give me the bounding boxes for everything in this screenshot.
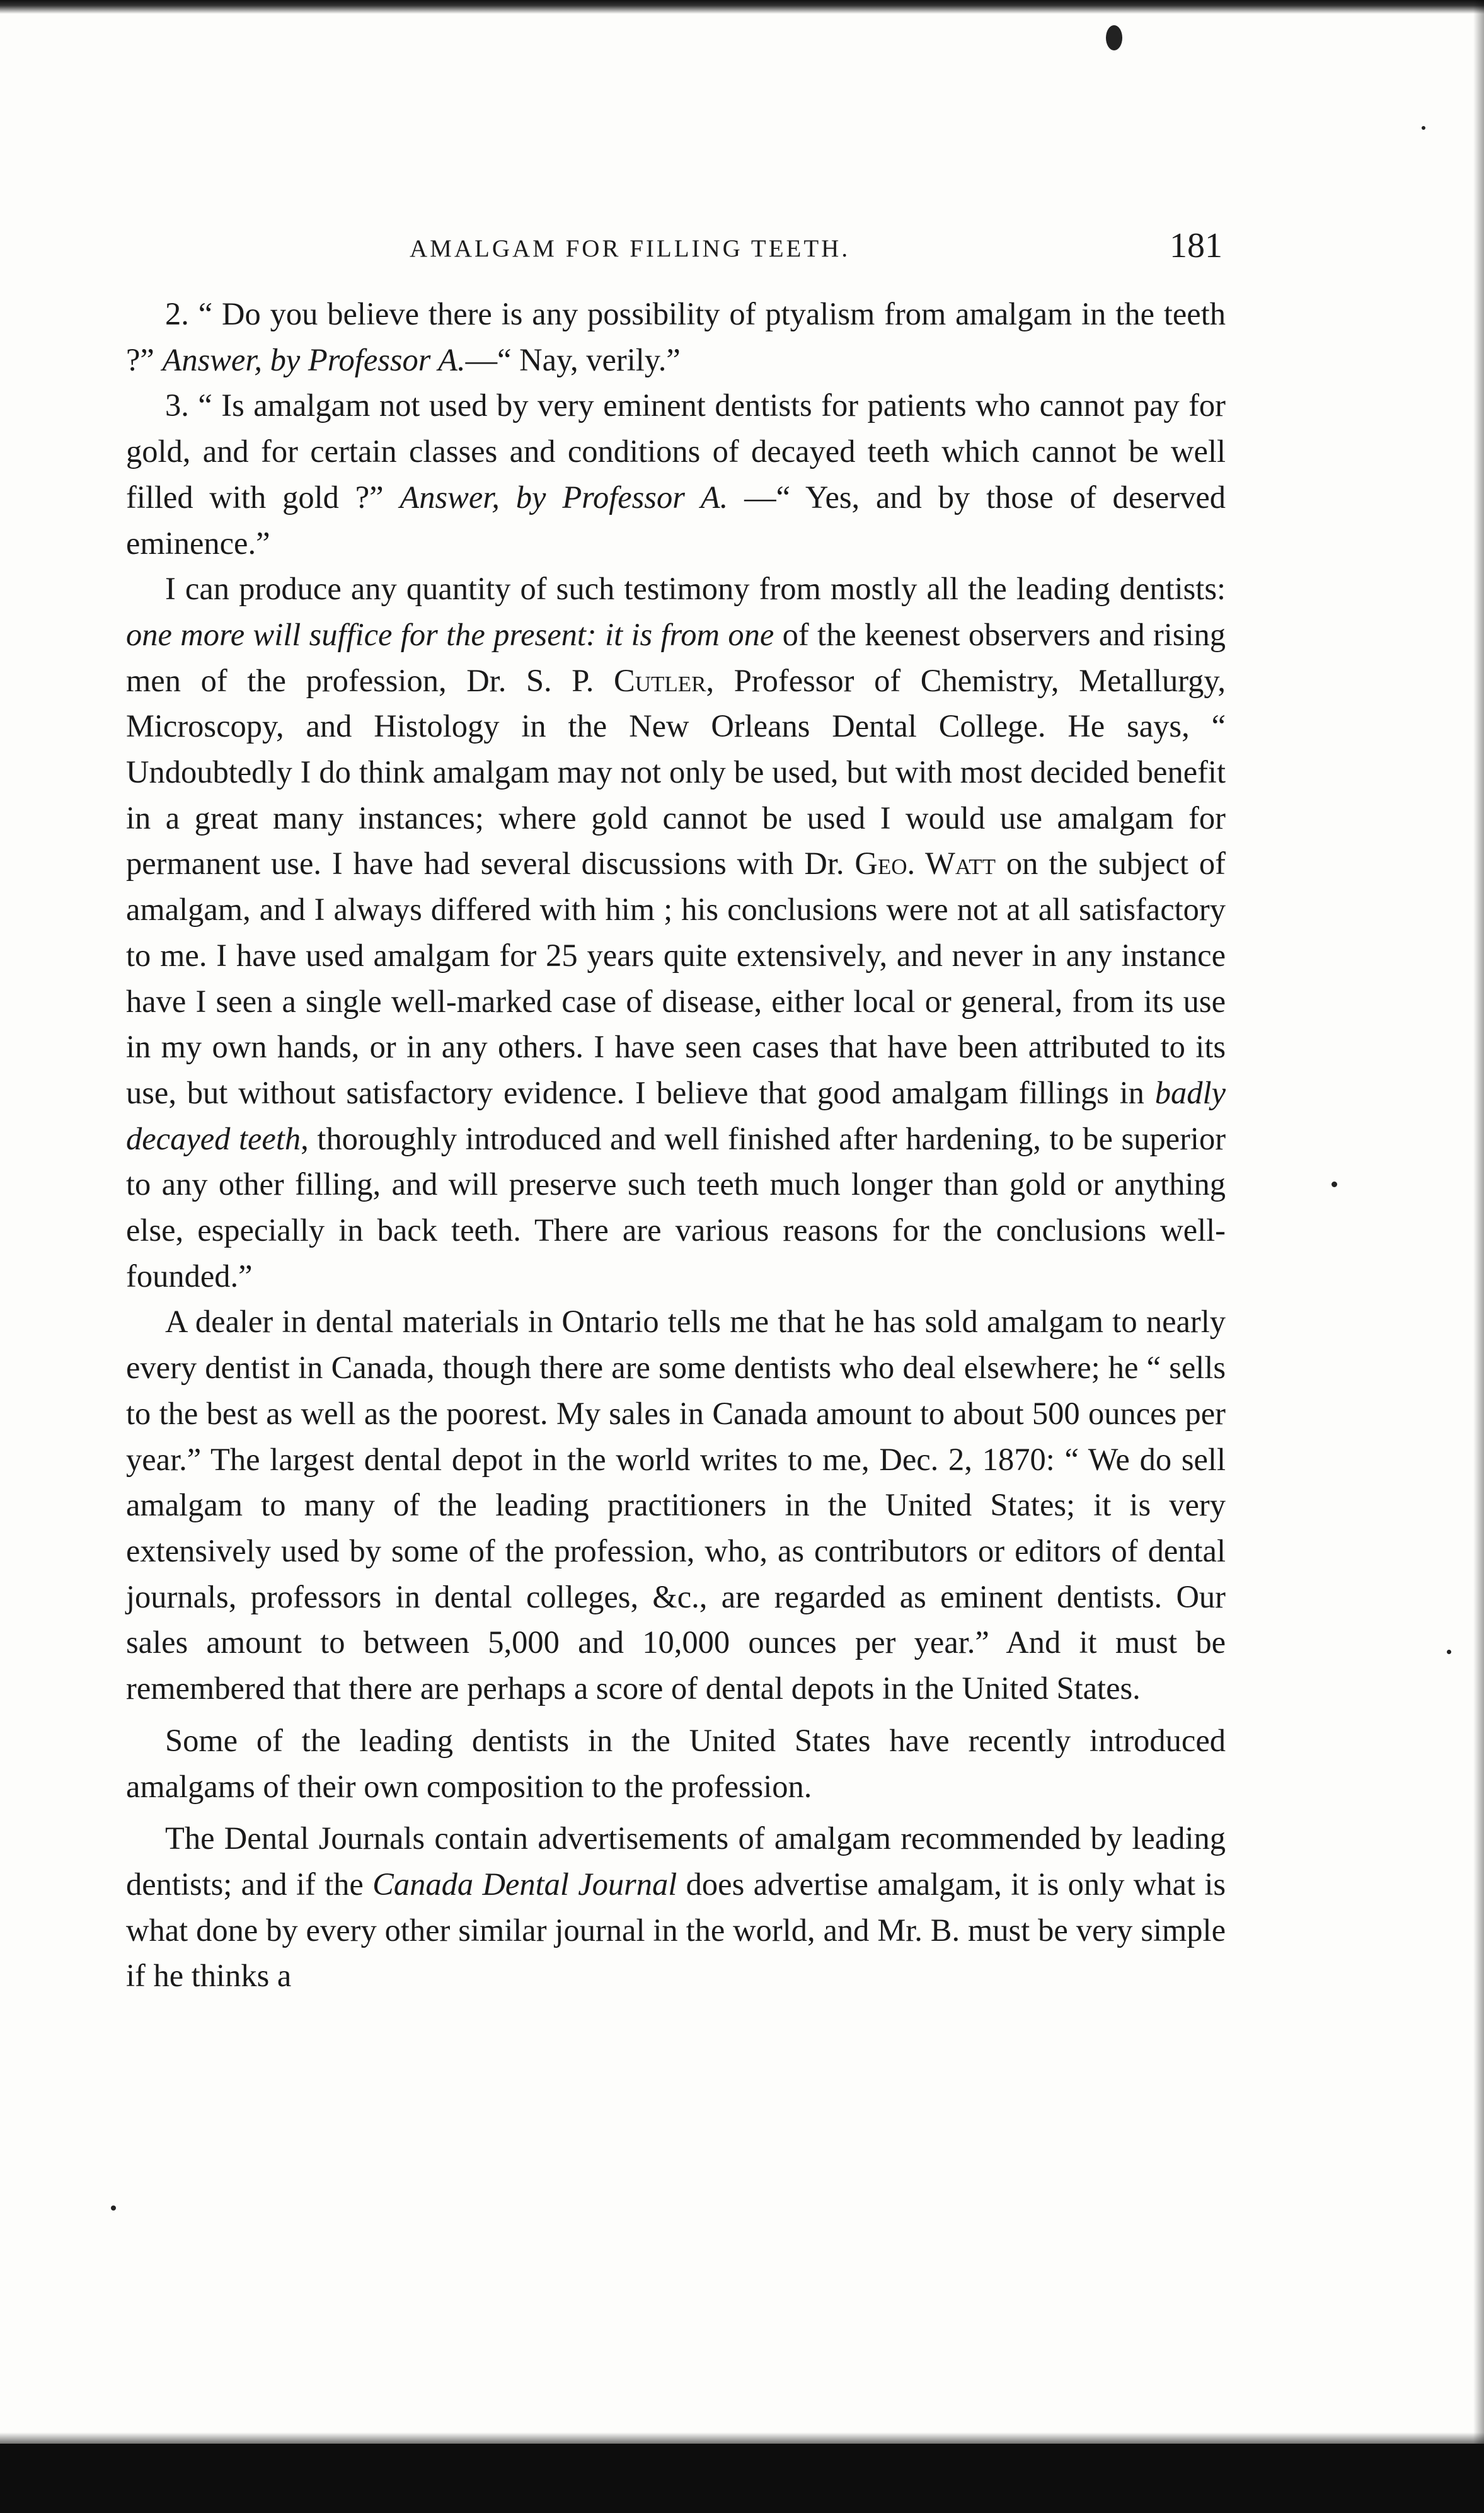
scan-edge-bottom	[0, 2444, 1484, 2513]
scan-speck	[1106, 25, 1122, 50]
paragraph-text: 2. “ Do you believe there is any possibility of ptyalism from amalgam in the teeth ?”	[126, 296, 1226, 377]
scan-speck	[111, 2205, 116, 2211]
scan-edge-right	[1473, 0, 1484, 2513]
scan-speck	[1447, 1650, 1451, 1654]
paragraph-text: —“ Yes, and by those of deserved eminence.”	[126, 479, 1226, 561]
italic-text: Canada Dental Journal	[372, 1866, 677, 1902]
italic-text: Answer, by Professor A.	[400, 479, 728, 515]
paragraph	[126, 566, 1226, 1299]
page-number: 181	[1170, 226, 1222, 265]
paragraph-text: The Dental Journals contain advertisements of amalgam recommended by leading dentists; and if the	[126, 1820, 1226, 1902]
italic-text: one more will suffice for the present: it is from one	[126, 616, 774, 652]
paragraph-text: on the subject of amalgam, and I always differed with him ; his conclusions were not at all satisfactory to me. I have used amalgam for 25 years quite extensively, and never in any instance have I seen a single well-marked case of disease, either local or general, from its use in my own hands, or in any others. I have seen cases that have been attributed to its use, but without satisfactory evidence. I believe that good amalgam fillings in	[126, 846, 1226, 1110]
running-head	[126, 226, 1222, 276]
paragraph	[126, 1815, 1226, 1999]
body-text	[126, 291, 1226, 1999]
paragraph-text: Some of the leading dentists in the United States have recently introduced amalgams of their own composition to the profession.	[126, 1722, 1226, 1804]
paragraph-text: , Professor of Chemistry, Metallurgy, Microscopy, and Histology in the New Orleans Dental College. He says, “ Undoubtedly I do think amalgam may not only be used, but with most decided benefit in a great many instances; where gold cannot be used I would use amalgam for permanent use. I have had several discussions with Dr.	[126, 662, 1226, 882]
paragraph-text: of the keenest observers and rising men of the profession, Dr. S. P.	[126, 616, 1226, 698]
paragraph	[126, 291, 1226, 382]
paragraph	[126, 382, 1226, 566]
scan-speck	[1422, 126, 1425, 130]
paragraph-text: A dealer in dental materials in Ontario tells me that he has sold amalgam to nearly every dentist in Canada, though there are some dentists who deal elsewhere; he “ sells to the best as well as the poorest. My sales in Canada amount to about 500 ounces per year.” The largest dental depot in the world writes to me, Dec. 2, 1870: “ We do sell amalgam to many of the leading practitioners in the United States; it is very extensively used by some of the profession, who, as contributors or editors of dental journals, professors in dental colleges, &c., are regarded as eminent dentists. Our sales amount to between 5,000 and 10,000 ounces per year.” And it must be remembered that there are perhaps a score of dental depots in the United States.	[126, 1304, 1226, 1706]
paragraph	[126, 1299, 1226, 1711]
paragraph-text: , thoroughly introduced and well finished after hardening, to be superior to any other filling, and will preserve such teeth much longer than gold or anything else, especially in back teeth. There are various reasons for the conclusions well-founded.”	[126, 1120, 1226, 1294]
smallcaps-name: Geo. Watt	[854, 846, 996, 882]
italic-text: badly decayed teeth	[126, 1074, 1226, 1156]
paragraph-text: I can produce any quantity of such testimony from mostly all the leading dentists:	[165, 571, 1226, 607]
scan-edge-top	[0, 0, 1484, 14]
paragraph	[126, 1718, 1226, 1809]
paragraph-text: —“ Nay, verily.”	[465, 342, 681, 377]
italic-text: Answer, by Professor A.	[162, 342, 466, 377]
paragraph-text: does advertise amalgam, it is only what is what done by every other similar journal in the world, and Mr. B. must be very simple if he thinks a	[126, 1866, 1226, 1994]
running-title: AMALGAM FOR FILLING TEETH.	[410, 235, 851, 262]
scan-speck	[1332, 1182, 1337, 1187]
smallcaps-name: Cutler	[614, 662, 706, 698]
paragraph-text: 3. “ Is amalgam not used by very eminent dentists for patients who cannot pay for gold, and for certain classes and conditions of decayed teeth which cannot be well filled with gold ?”	[126, 388, 1226, 515]
